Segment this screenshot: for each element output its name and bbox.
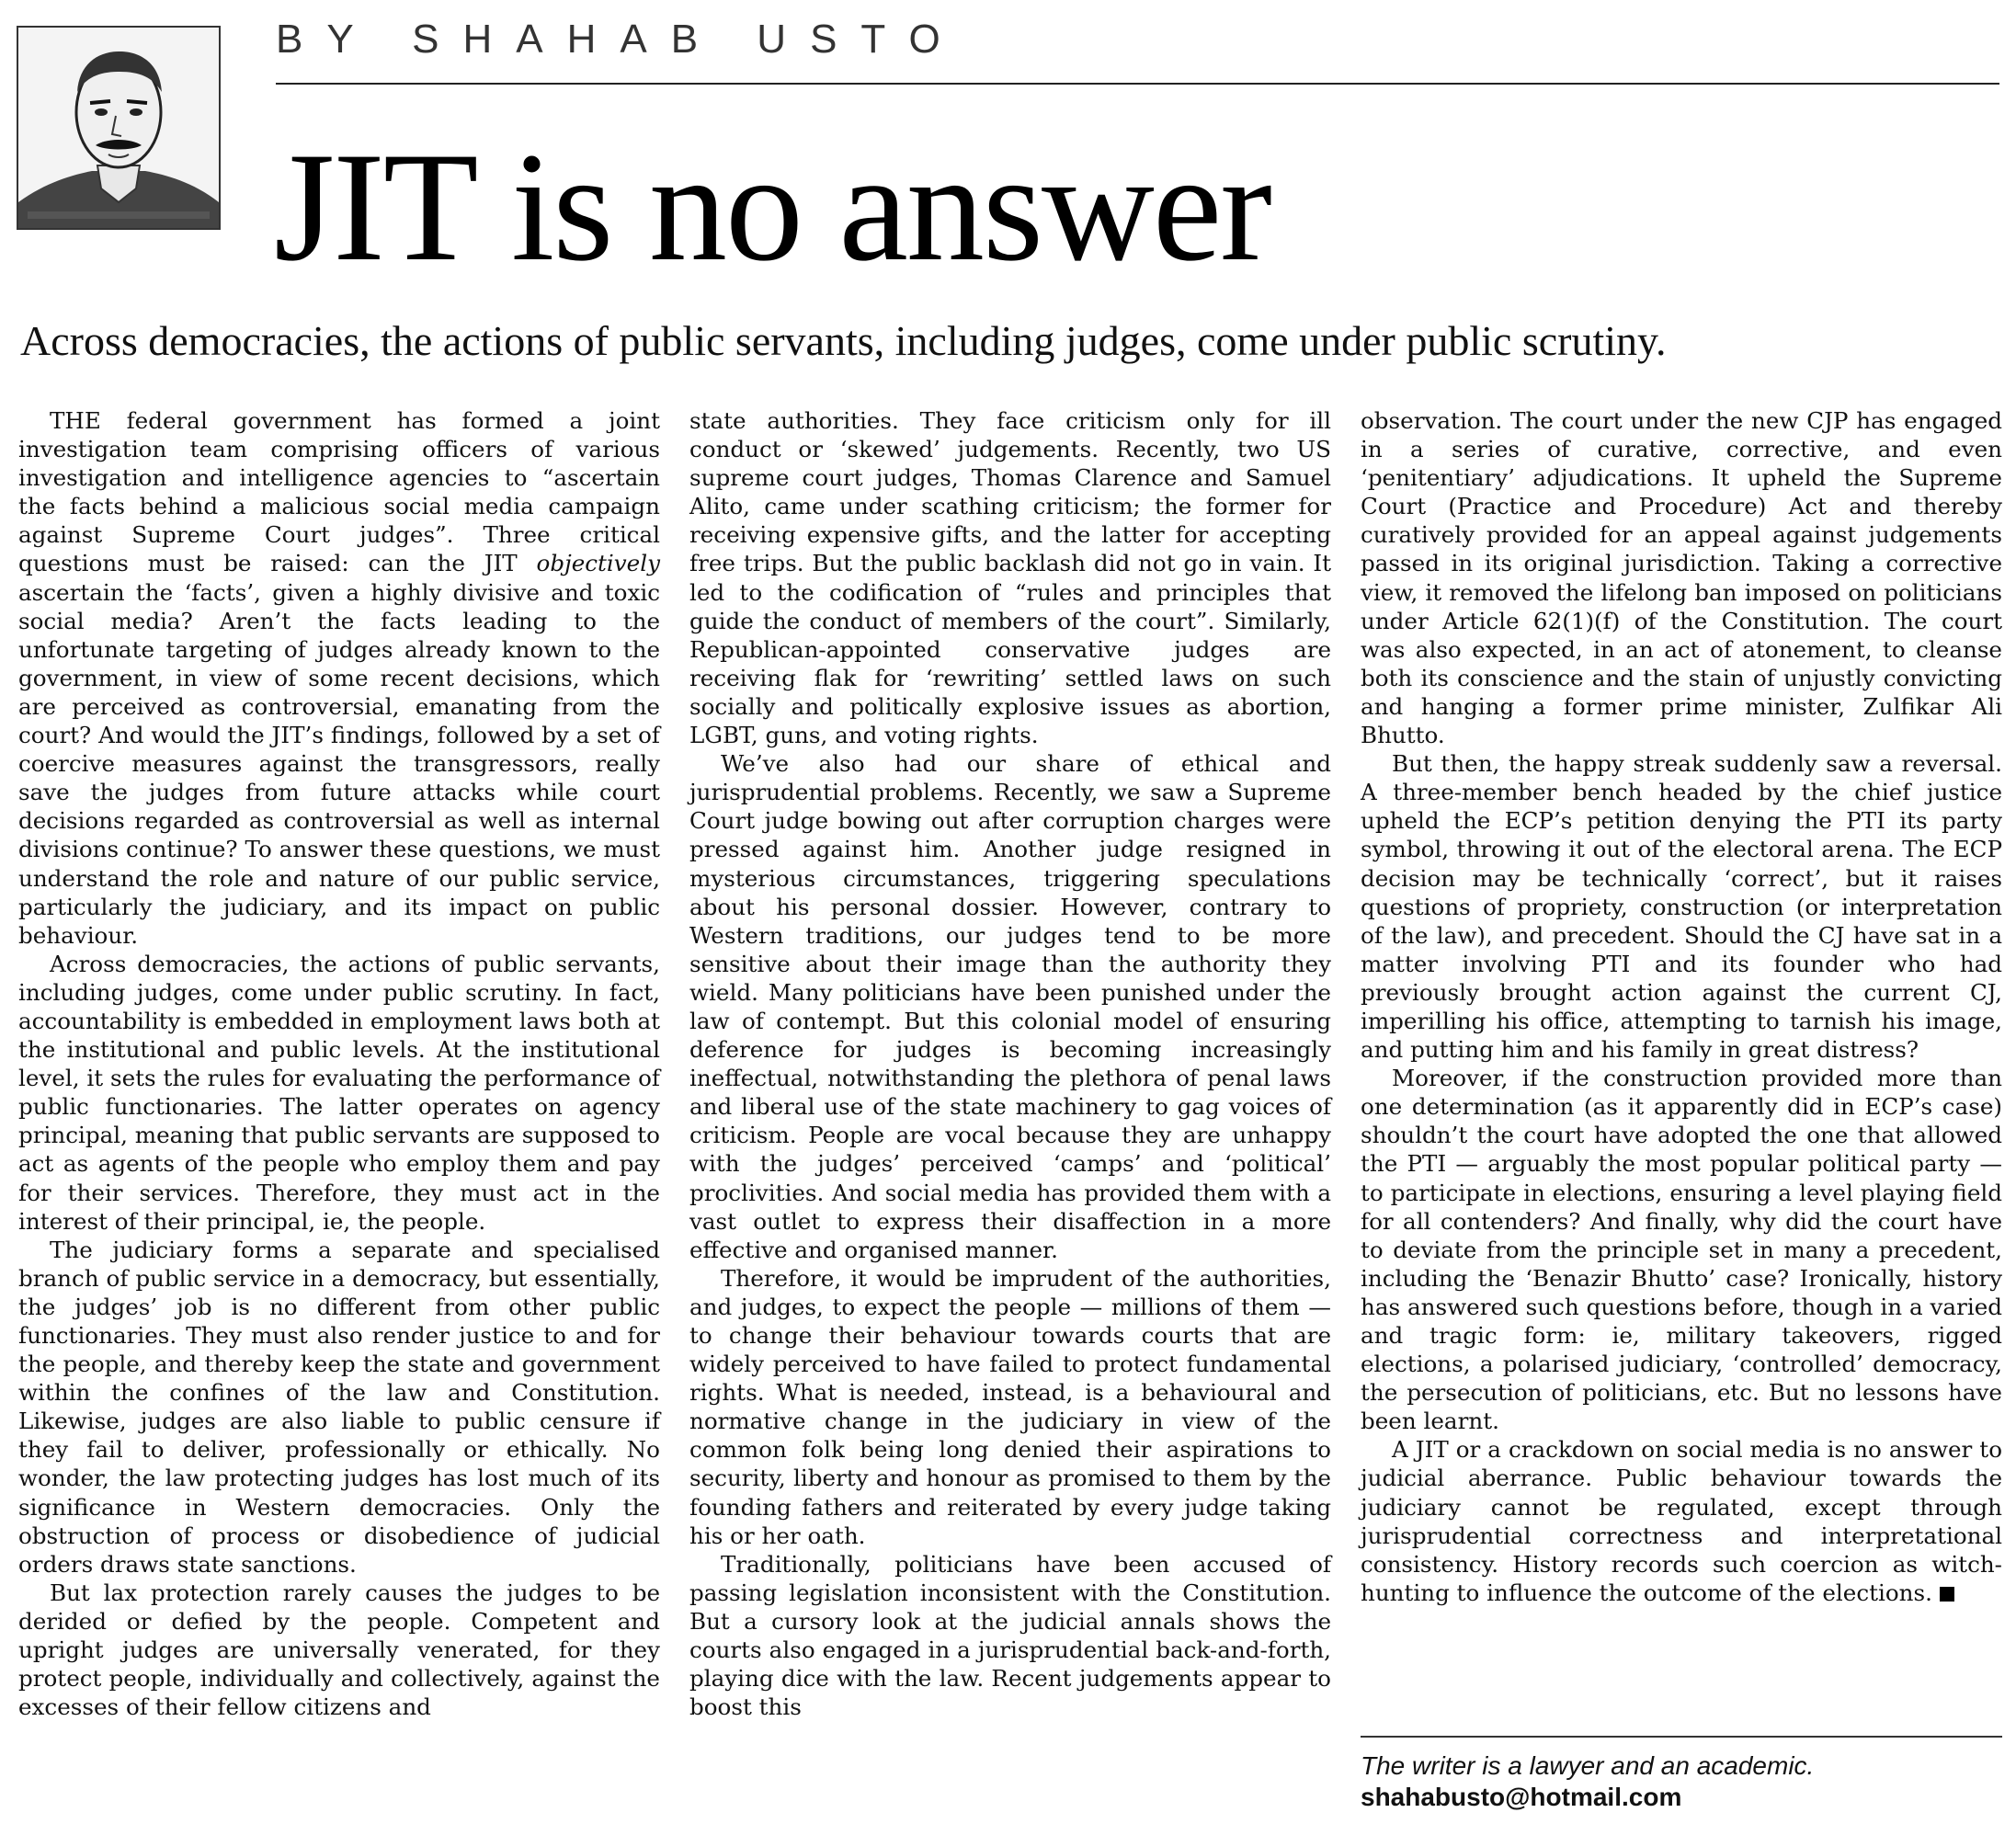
author-email-link[interactable]: shahabusto@hotmail.com <box>1361 1783 1682 1811</box>
footer-rule <box>1361 1736 2002 1738</box>
header-rule <box>276 83 1999 85</box>
headline: JIT is no answer <box>274 120 1270 293</box>
paragraph: Across democracies, the actions of public servants, including judges, come under public scrutiny. In fact, accountability is embedded in employment laws both at the institutional and public levels. At the institutional level, it sets the rules for evaluating the performance of public functionaries. The latter operates on agency principal, meaning that public servants are supposed to act as agents of the people who employ them and pay for their services. Therefore, they must act in the interest of their principal, ie, the people. <box>18 950 660 1235</box>
standfirst: Across democracies, the actions of public servants, including judges, come under public scrutiny. <box>20 317 1667 364</box>
end-mark-icon <box>1940 1587 1954 1602</box>
paragraph: Therefore, it would be imprudent of the authorities, and judges, to expect the people — millions of them — to change their behaviour towards courts that are widely perceived to have failed to protect fundamental rights. What is needed, instead, is a behavioural and normative change in the judiciary in view of the common folk being long denied their aspirations to security, liberty and honour as promised to them by the founding fathers and reiterated by every judge taking his or her oath. <box>689 1264 1331 1549</box>
author-note <box>1361 1750 2002 1813</box>
emphasis: objectively <box>536 550 660 577</box>
paragraph: Traditionally, politicians have been accused of passing legislation inconsistent with the Constitution. But a cursory look at the judicial annals shows the courts also engaged in a jurisprudential back-and-forth, playing dice with the law. Recent judgements appear to boost this <box>689 1550 1331 1721</box>
author-bio: The writer is a lawyer and an academic. <box>1361 1751 1815 1780</box>
paragraph: THE federal government has formed a joint investigation team comprising officers of various investigation and intelligence agencies to “ascertain the facts behind a malicious social media campaign against Supreme Court judges”. Three critical questions must be raised: can the JIT objectively ascertain the ‘facts’, given a highly divisive and toxic social media? Aren’t the facts leading to the unfortunate targeting of judges already known to the government, in view of some recent decisions, which are perceived as controversial, emanating from the court? And would the JIT’s findings, followed by a set of coercive measures against the transgressors, really save the judges from future attacks while court decisions regarded as controversial as well as internal divisions continue? To answer these questions, we must understand the role and nature of our public service, particularly the judiciary, and its impact on public behaviour. <box>18 407 660 949</box>
paragraph: A JIT or a crackdown on social media is no answer to judicial aberrance. Public behaviour towards the judiciary cannot be regulated, except through jurisprudential correctness and interpretational consistency. History records such coercion as witch-hunting to influence the outcome of the elections. <box>1361 1436 2002 1606</box>
byline: BY SHAHAB USTO <box>276 17 964 62</box>
article-column-1 <box>18 406 660 1721</box>
paragraph: But then, the happy streak suddenly saw a reversal. A three-member bench headed by the chief justice upheld the ECP’s petition denying the PTI its party symbol, throwing it out of the electoral arena. The ECP decision may be technically ‘correct’, but it raises questions of propriety, construction (or interpretation of the law), and precedent. Should the CJ have sat in a matter involving PTI and its founder who had previously brought action against the current CJ, imperilling his office, attempting to tarnish his image, and putting him and his family in great distress? <box>1361 750 2002 1064</box>
paragraph: state authorities. They face criticism only for ill conduct or ‘skewed’ judgements. Recently, two US supreme court judges, Thomas Clarence and Samuel Alito, came under scathing criticism; the former for receiving expensive gifts, and the latter for accepting free trips. But the public backlash did not go in vain. It led to the codification of “rules and principles that guide the conduct of members of the court”. Similarly, Republican-appointed conservative judges are receiving flak for ‘rewriting’ settled laws on such socially and politically explosive issues as abortion, LGBT, guns, and voting rights. <box>689 407 1331 749</box>
author-portrait-icon <box>18 28 219 228</box>
paragraph: But lax protection rarely causes the judges to be derided or defied by the people. Competent and upright judges are universally venerated, for they protect people, individually and collectively, against the excesses of their fellow citizens and <box>18 1579 660 1721</box>
paragraph: observation. The court under the new CJP has engaged in a series of curative, corrective, and even ‘penitentiary’ adjudications. It upheld the Supreme Court (Practice and Procedure) Act and thereby curatively provided for an appeal against judgements passed in its original jurisdiction. Taking a corrective view, it removed the lifelong ban imposed on politicians under Article 62(1)(f) of the Constitution. The court was also expected, in an act of atonement, to cleanse both its conscience and the stain of unjustly convicting and hanging a former prime minister, Zulfikar Ali Bhutto. <box>1361 407 2002 749</box>
paragraph: Moreover, if the construction provided more than one determination (as it apparently did in ECP’s case) shouldn’t the court have adopted the one that allowed the PTI — arguably the most popular political party — to participate in elections, ensuring a level playing field for all contenders? And finally, why did the court have to deviate from the principle set in many a precedent, including the ‘Benazir Bhutto’ case? Ironically, history has answered such questions before, though in a varied and tragic form: ie, military takeovers, rigged elections, a polarised judiciary, ‘controlled’ democracy, the persecution of politicians, etc. But no lessons have been learnt. <box>1361 1065 2002 1435</box>
author-photo <box>17 26 221 230</box>
paragraph: The judiciary forms a separate and specialised branch of public service in a democracy, but essentially, the judges’ job is no different from other public functionaries. They must also render justice to and for the people, and thereby keep the state and government within the confines of the law and Constitution. Likewise, judges are also liable to public censure if they fail to deliver, professionally or ethically. No wonder, the law protecting judges has lost much of its significance in Western democracies. Only the obstruction of process or disobedience of judicial orders draws state sanctions. <box>18 1236 660 1578</box>
article-column-2 <box>689 406 1331 1721</box>
paragraph: We’ve also had our share of ethical and jurisprudential problems. Recently, we saw a Supreme Court judge bowing out after corruption charges were pressed against him. Another judge resigned in mysterious circumstances, triggering speculations about his personal dossier. However, contrary to Western traditions, our judges tend to be more sensitive about their image than the authority they wield. Many politicians have been punished under the law of contempt. But this colonial model of ensuring deference for judges is becoming increasingly ineffectual, notwithstanding the plethora of penal laws and liberal use of the state machinery to gag voices of criticism. People are vocal because they are unhappy with the judges’ perceived ‘camps’ and ‘political’ proclivities. And social media has provided them with a vast outlet to express their disaffection in a more effective and organised manner. <box>689 750 1331 1263</box>
article-column-3 <box>1361 406 2002 1607</box>
